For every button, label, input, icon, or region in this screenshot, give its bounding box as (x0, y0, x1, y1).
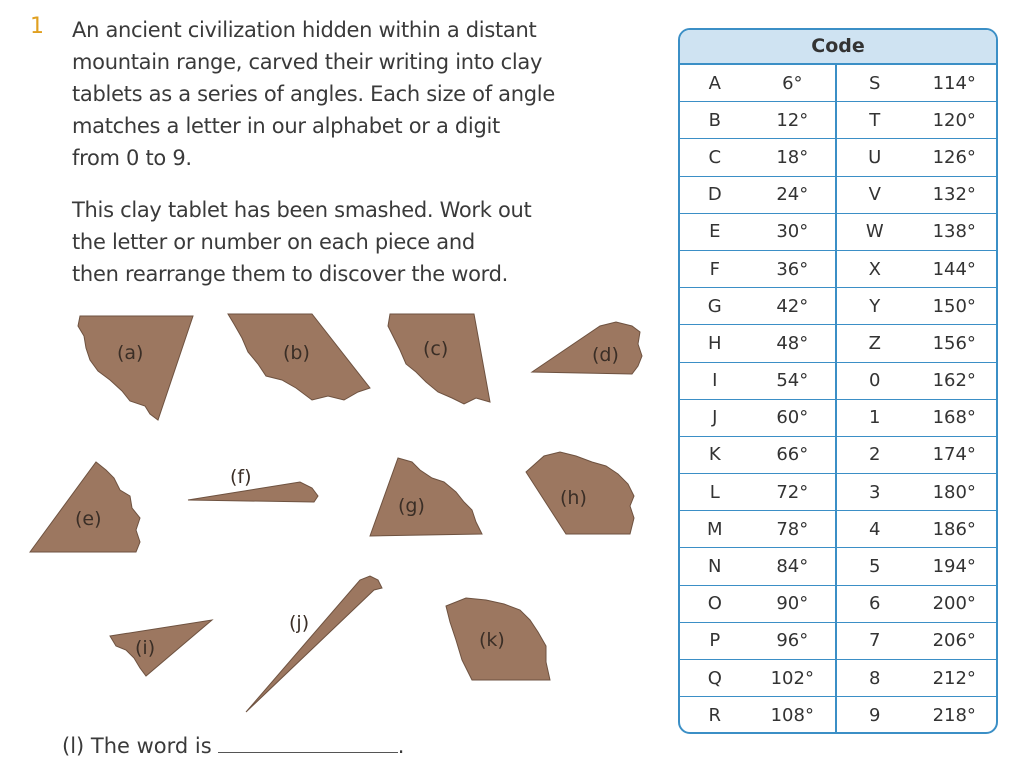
code-letter: 6 (869, 593, 881, 615)
code-angle: 36° (750, 251, 837, 287)
code-angle: 66° (750, 437, 837, 473)
code-angle: 114° (932, 72, 976, 94)
piece-label-k: (k) (479, 629, 505, 651)
code-angle: 186° (932, 518, 976, 540)
piece-j (246, 576, 382, 712)
code-angle: 174° (932, 444, 976, 466)
code-letter: 1 (869, 407, 881, 429)
piece-d (532, 322, 642, 374)
task-line: then rearrange them to discover the word. (72, 262, 509, 286)
code-letter: F (709, 258, 720, 280)
code-angle: 84° (750, 548, 837, 584)
code-angle: 108° (750, 697, 837, 734)
code-row (680, 437, 996, 474)
code-angle: 6° (750, 65, 837, 101)
answer-blank[interactable] (218, 734, 398, 753)
code-angle: 120° (932, 109, 976, 131)
intro-line: tablets as a series of angles. Each size of angle (72, 82, 555, 106)
task-line: the letter or number on each piece and (72, 230, 475, 254)
task-line: This clay tablet has been smashed. Work out (72, 198, 532, 222)
code-angle: 90° (750, 586, 837, 622)
code-row (680, 400, 996, 437)
piece-a (78, 316, 193, 420)
code-letter: M (707, 518, 723, 540)
code-angle: 180° (932, 481, 976, 503)
code-letter: B (708, 109, 721, 131)
code-letter: V (868, 184, 881, 206)
code-angle: 102° (750, 660, 837, 696)
code-letter: 5 (869, 556, 881, 578)
code-letter: Z (868, 332, 881, 354)
code-angle: 126° (932, 146, 976, 168)
piece-label-b: (b) (283, 342, 310, 364)
piece-f (188, 482, 318, 502)
code-row (680, 288, 996, 325)
code-table (678, 28, 998, 734)
code-letter: R (708, 705, 722, 727)
code-angle: 54° (750, 363, 837, 399)
code-letter: J (712, 407, 718, 429)
code-row (680, 474, 996, 511)
code-letter: H (708, 332, 722, 354)
code-letter: C (708, 146, 722, 168)
code-angle: 194° (932, 556, 976, 578)
code-letter: Q (707, 667, 722, 689)
code-row (680, 177, 996, 214)
piece-label-i: (i) (135, 637, 156, 659)
code-letter: 3 (869, 481, 881, 503)
code-row (680, 660, 996, 697)
piece-label-f: (f) (230, 466, 252, 488)
code-row (680, 623, 996, 660)
piece-label-j: (j) (289, 612, 310, 634)
answer-period: . (397, 734, 405, 758)
code-angle: 218° (932, 705, 976, 727)
piece-label-a: (a) (117, 342, 144, 364)
code-letter: S (869, 72, 881, 94)
code-angle: 30° (750, 214, 837, 250)
code-angle: 24° (750, 177, 837, 213)
code-angle: 48° (750, 325, 837, 361)
code-angle: 12° (750, 102, 837, 138)
code-row (680, 363, 996, 400)
code-row (680, 548, 996, 585)
code-angle: 132° (932, 184, 976, 206)
code-table-title: Code (680, 30, 996, 65)
code-table-rows (680, 65, 996, 734)
code-row (680, 65, 996, 102)
code-angle: 72° (750, 474, 837, 510)
code-angle: 168° (932, 407, 976, 429)
code-angle: 78° (750, 511, 837, 547)
piece-g (370, 458, 482, 536)
intro-line: An ancient civilization hidden within a distant (72, 18, 537, 42)
code-row (680, 586, 996, 623)
code-letter: 9 (869, 705, 881, 727)
code-angle: 156° (932, 332, 976, 354)
piece-label-g: (g) (398, 495, 425, 517)
code-letter: X (868, 258, 881, 280)
code-letter: 2 (869, 444, 881, 466)
code-letter: W (865, 221, 884, 243)
code-row (680, 511, 996, 548)
code-letter: 0 (869, 370, 881, 392)
code-angle: 200° (932, 593, 976, 615)
code-angle: 206° (932, 630, 976, 652)
code-letter: L (709, 481, 720, 503)
code-row (680, 139, 996, 176)
piece-e (30, 462, 140, 552)
intro-line: matches a letter in our alphabet or a digit (72, 114, 500, 138)
code-angle: 162° (932, 370, 976, 392)
code-row (680, 325, 996, 362)
piece-label-c: (c) (423, 338, 449, 360)
code-letter: O (707, 593, 722, 615)
code-letter: I (712, 370, 718, 392)
intro-line: mountain range, carved their writing into clay (72, 50, 543, 74)
code-letter: Y (869, 295, 881, 317)
code-row (680, 102, 996, 139)
code-angle: 18° (750, 139, 837, 175)
question-number: 1 (30, 14, 44, 39)
piece-label-d: (d) (592, 344, 619, 366)
code-letter: P (709, 630, 721, 652)
code-letter: D (707, 184, 722, 206)
code-letter: 8 (869, 667, 881, 689)
code-letter: 4 (869, 518, 881, 540)
code-row (680, 214, 996, 251)
code-angle: 212° (932, 667, 976, 689)
code-angle: 138° (932, 221, 976, 243)
code-letter: G (707, 295, 722, 317)
code-letter: T (869, 109, 881, 131)
code-letter: K (708, 444, 721, 466)
piece-i (110, 620, 212, 676)
code-letter: 7 (869, 630, 881, 652)
code-row (680, 251, 996, 288)
answer-line (62, 734, 404, 758)
code-angle: 42° (750, 288, 837, 324)
code-row (680, 697, 996, 734)
code-letter: U (868, 146, 882, 168)
code-letter: N (708, 556, 722, 578)
piece-label-h: (h) (560, 487, 587, 509)
code-angle: 150° (932, 295, 976, 317)
code-letter: A (708, 72, 721, 94)
code-angle: 144° (932, 258, 976, 280)
intro-line: from 0 to 9. (72, 146, 192, 170)
code-angle: 96° (750, 623, 837, 659)
code-letter: E (709, 221, 721, 243)
piece-label-e: (e) (75, 508, 102, 530)
code-angle: 60° (750, 400, 837, 436)
answer-prompt: (l) The word is (62, 734, 212, 758)
